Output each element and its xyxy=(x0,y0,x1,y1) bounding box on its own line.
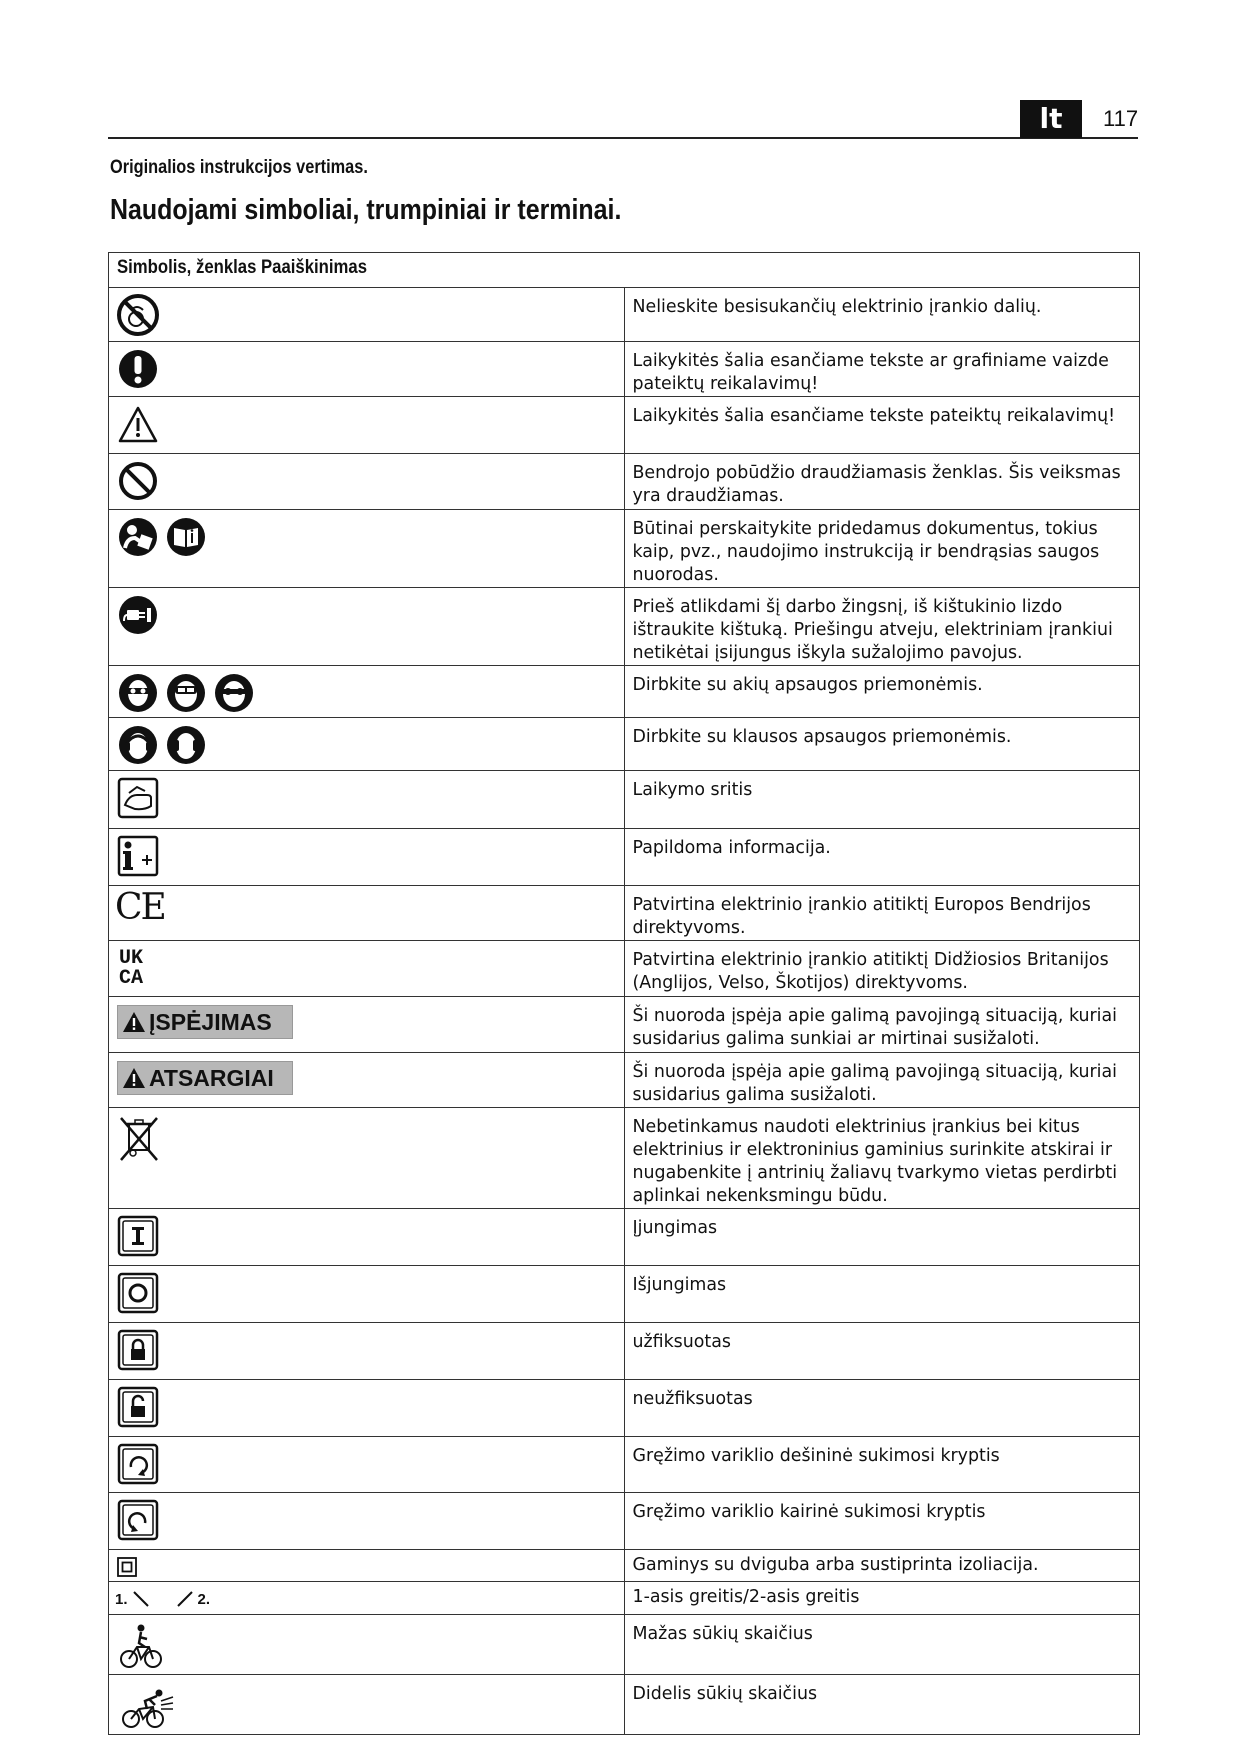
table-row xyxy=(109,397,1140,454)
symbol-cell xyxy=(109,1266,625,1323)
symbol-cell xyxy=(109,1582,625,1615)
table-row xyxy=(109,588,1140,666)
description-cell: 1-asis greitis/2-asis greitis xyxy=(624,1582,1140,1615)
table-row xyxy=(109,718,1140,771)
double-insulation-icon xyxy=(117,1557,137,1577)
warning-badge-text: ĮSPĖJIMAS xyxy=(149,1008,272,1035)
description-cell: Nelieskite besisukančių elektrinio įrankio dalių. xyxy=(624,288,1140,342)
caution-badge-icon xyxy=(117,1061,293,1095)
caution-triangle-small-icon xyxy=(122,1067,146,1089)
table-row xyxy=(109,666,1140,718)
symbol-cell xyxy=(109,997,625,1053)
goggles-icon xyxy=(165,672,207,714)
table-row xyxy=(109,997,1140,1053)
ear-muffs-icon xyxy=(117,724,159,766)
document-subtitle: Originalios instrukcijos vertimas. xyxy=(110,157,368,178)
header-rule xyxy=(108,137,1138,139)
table-header xyxy=(109,253,1140,288)
symbol-cell xyxy=(109,666,625,718)
high-speed-bicycle-icon xyxy=(117,1681,175,1731)
speed-two-label: 2. xyxy=(197,1590,211,1608)
ukca-mark-top: UK xyxy=(119,947,144,970)
table-row xyxy=(109,1582,1140,1615)
do-not-touch-rotating-parts-icon xyxy=(117,294,159,336)
table-row xyxy=(109,1323,1140,1380)
page-number: 117 xyxy=(1103,106,1139,131)
description-cell: Patvirtina elektrinio įrankio atitiktį Didžiosios Britanijos (Anglijos, Velso, Škotijos) direktyvoms. xyxy=(624,941,1140,997)
description-cell: Gręžimo variklio dešininė sukimosi kryptis xyxy=(624,1437,1140,1493)
description-cell: Būtinai perskaitykite pridedamus dokumentus, tokius kaip, pvz., naudojimo instrukciją ir bendrąsias saugos nuorodas. xyxy=(624,510,1140,588)
symbol-cell xyxy=(109,718,625,771)
description-cell: Išjungimas xyxy=(624,1266,1140,1323)
language-badge: lt xyxy=(1020,100,1082,138)
description-cell: Laikymo sritis xyxy=(624,771,1140,829)
symbol-cell xyxy=(109,1675,625,1735)
description-cell: Dirbkite su klausos apsaugos priemonėmis. xyxy=(624,718,1140,771)
speed-two-tool-icon xyxy=(176,1590,194,1608)
speed-selector-icon xyxy=(109,1582,624,1608)
symbol-cell xyxy=(109,342,625,397)
table-row xyxy=(109,1437,1140,1493)
symbol-cell xyxy=(109,1323,625,1380)
table-row xyxy=(109,886,1140,941)
symbol-cell xyxy=(109,1209,625,1266)
symbol-cell xyxy=(109,1053,625,1108)
symbol-cell xyxy=(109,588,625,666)
safety-glasses-icon xyxy=(213,672,255,714)
symbol-cell xyxy=(109,771,625,829)
symbol-cell xyxy=(109,510,625,588)
table-row xyxy=(109,454,1140,510)
description-cell: Gręžimo variklio kairinė sukimosi kryptis xyxy=(624,1493,1140,1550)
ukca-mark-bottom: CA xyxy=(119,967,144,990)
table-row xyxy=(109,941,1140,997)
symbol-cell xyxy=(109,886,625,941)
table-row xyxy=(109,288,1140,342)
locked-icon xyxy=(117,1329,159,1371)
table-header-row xyxy=(109,253,1140,288)
symbol-cell xyxy=(109,829,625,886)
low-speed-bicycle-icon xyxy=(117,1621,167,1671)
description-cell: Nebetinkamus naudoti elektrinius įrankius bei kitus elektrinius ir elektroninius gaminius surinkite atskirai ir nugabenkite į antrinių žaliavų tvarkymo vietas perdirbti aplinkai nekenksmingu būdu. xyxy=(624,1108,1140,1209)
description-cell: Laikykitės šalia esančiame tekste ar grafiniame vaizde pateiktų reikalavimų! xyxy=(624,342,1140,397)
description-cell: Ši nuoroda įspėja apie galimą pavojingą situaciją, kuriai susidarius galima sunkiai ar mirtinai susižaloti. xyxy=(624,997,1140,1053)
description-cell: neužfiksuotas xyxy=(624,1380,1140,1437)
weee-bin-icon xyxy=(117,1114,161,1164)
description-cell: Gaminys su dviguba arba sustiprinta izoliacija. xyxy=(624,1550,1140,1582)
description-cell: Prieš atlikdami šį darbo žingsnį, iš kištukinio lizdo ištraukite kištuką. Priešingu atveju, elektriniam įrankiui netikėtai įsijungus iškyla sužalojimo pavojus. xyxy=(624,588,1140,666)
read-manual-icon xyxy=(117,516,159,558)
ce-mark-icon: CE xyxy=(115,887,165,928)
speed-one-label: 1. xyxy=(115,1590,128,1608)
table-row xyxy=(109,829,1140,886)
description-cell: Įjungimas xyxy=(624,1209,1140,1266)
symbol-cell xyxy=(109,1615,625,1675)
symbol-cell xyxy=(109,1108,625,1209)
warning-triangle-icon xyxy=(117,403,159,445)
holding-area-icon xyxy=(117,777,159,819)
table-row xyxy=(109,771,1140,829)
warning-triangle-small-icon xyxy=(122,1011,146,1033)
mandatory-action-icon xyxy=(117,348,159,390)
warning-badge-icon xyxy=(117,1005,293,1039)
description-cell: užfiksuotas xyxy=(624,1323,1140,1380)
caution-badge-text: ATSARGIAI xyxy=(149,1064,274,1091)
unlocked-icon xyxy=(117,1386,159,1428)
description-cell: Ši nuoroda įspėja apie galimą pavojingą situaciją, kuriai susidarius galima susižaloti. xyxy=(624,1053,1140,1108)
description-cell: Laikykitės šalia esančiame tekste pateiktų reikalavimų! xyxy=(624,397,1140,454)
table-row xyxy=(109,1615,1140,1675)
table-header-text: Simbolis, ženklas Paaiškinimas xyxy=(117,257,368,278)
symbol-cell xyxy=(109,1380,625,1437)
face-shield-icon xyxy=(117,672,159,714)
instruction-book-icon xyxy=(165,516,207,558)
description-cell: Mažas sūkių skaičius xyxy=(624,1615,1140,1675)
table-row xyxy=(109,1266,1140,1323)
table-row xyxy=(109,342,1140,397)
ukca-mark-icon xyxy=(109,941,624,989)
symbol-cell xyxy=(109,397,625,454)
table-row xyxy=(109,510,1140,588)
symbol-cell xyxy=(109,1437,625,1493)
table-row xyxy=(109,1380,1140,1437)
table-row xyxy=(109,1493,1140,1550)
description-cell: Papildoma informacija. xyxy=(624,829,1140,886)
description-cell: Patvirtina elektrinio įrankio atitiktį Europos Bendrijos direktyvoms. xyxy=(624,886,1140,941)
symbol-cell xyxy=(109,1493,625,1550)
table-row xyxy=(109,1108,1140,1209)
table-row xyxy=(109,1053,1140,1108)
speed-one-tool-icon xyxy=(132,1590,150,1608)
rotation-counterclockwise-icon xyxy=(117,1499,159,1541)
rotation-clockwise-icon xyxy=(117,1443,159,1485)
description-cell: Dirbkite su akių apsaugos priemonėmis. xyxy=(624,666,1140,718)
table-row xyxy=(109,1675,1140,1735)
switch-on-icon xyxy=(117,1215,159,1257)
table-row xyxy=(109,1209,1140,1266)
info-plus-icon xyxy=(117,835,159,877)
description-cell: Bendrojo pobūdžio draudžiamasis ženklas. Šis veiksmas yra draudžiamas. xyxy=(624,454,1140,510)
description-cell: Didelis sūkių skaičius xyxy=(624,1675,1140,1735)
symbol-cell xyxy=(109,454,625,510)
table-row xyxy=(109,1550,1140,1582)
symbol-cell xyxy=(109,1550,625,1582)
prohibition-icon xyxy=(117,460,159,502)
symbol-cell xyxy=(109,288,625,342)
symbol-cell xyxy=(109,941,625,997)
switch-off-icon xyxy=(117,1272,159,1314)
ear-protection-icon xyxy=(165,724,207,766)
symbols-table xyxy=(108,252,1140,1735)
unplug-icon xyxy=(117,594,159,636)
page-title: Naudojami simboliai, trumpiniai ir terminai. xyxy=(110,194,622,226)
